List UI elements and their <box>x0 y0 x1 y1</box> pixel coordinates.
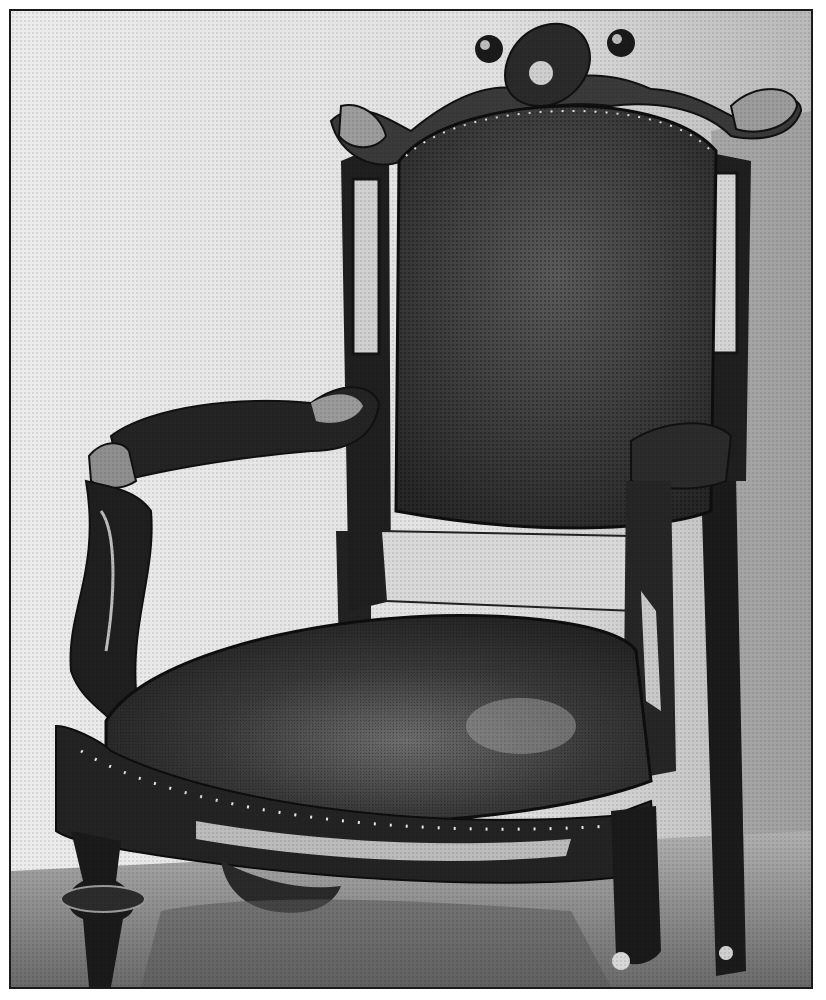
chair-photo <box>11 11 811 987</box>
photo-frame <box>9 9 813 989</box>
halftone-overlay <box>11 11 811 987</box>
